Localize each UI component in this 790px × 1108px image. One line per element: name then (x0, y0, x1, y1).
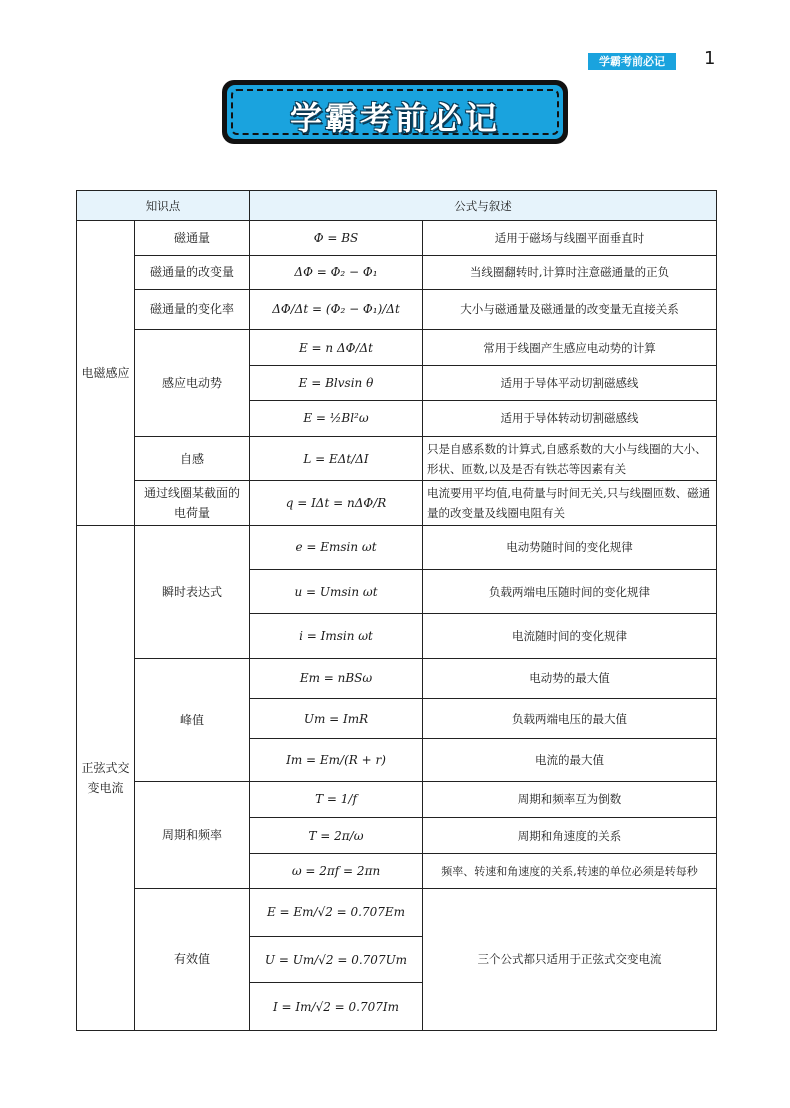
page-number: 1 (704, 48, 716, 69)
description-cell: 周期和角速度的关系 (423, 818, 717, 854)
category-cell: 感应电动势 (135, 330, 250, 437)
group-em-induction: 电磁感应 (77, 221, 135, 525)
formula-cell: T = 1/f (250, 781, 423, 817)
formula-cell: U = Um/√2 = 0.707Um (250, 937, 423, 983)
description-cell: 适用于导体平动切割磁感线 (423, 366, 717, 400)
category-cell: 有效值 (135, 888, 250, 1030)
formula-cell: ΔΦ/Δt = (Φ₂ − Φ₁)/Δt (250, 289, 423, 329)
formula-cell: Im = Em/(R + r) (250, 739, 423, 781)
description-cell: 只是自感系数的计算式,自感系数的大小与线圈的大小、形状、匝数,以及是否有铁芯等因素有关 (423, 437, 717, 481)
category-cell: 峰值 (135, 658, 250, 781)
section-tag: 学霸考前必记 (588, 53, 676, 70)
page-title: 学霸考前必记 (289, 99, 500, 137)
description-cell: 常用于线圈产生感应电动势的计算 (423, 330, 717, 366)
formula-cell: E = ½Bl²ω (250, 400, 423, 436)
description-cell: 负载两端电压随时间的变化规律 (423, 570, 717, 614)
description-cell: 电动势的最大值 (423, 658, 717, 698)
category-cell: 磁通量 (135, 221, 250, 255)
formula-table (76, 190, 717, 1031)
formula-cell: L = EΔt/ΔI (250, 437, 423, 481)
formula-cell: i = Imsin ωt (250, 614, 423, 658)
description-cell: 电流随时间的变化规律 (423, 614, 717, 658)
group-ac-current: 正弦式交变电流 (77, 525, 135, 1030)
formula-cell: ω = 2πf = 2πn (250, 854, 423, 888)
category-cell: 自感 (135, 437, 250, 481)
formula-cell: E = Blvsin θ (250, 366, 423, 400)
description-cell: 三个公式都只适用于正弦式交变电流 (423, 888, 717, 1030)
header-formula-desc: 公式与叙述 (250, 191, 717, 221)
category-cell: 瞬时表达式 (135, 525, 250, 658)
description-cell: 适用于导体转动切割磁感线 (423, 400, 717, 436)
header-knowledge: 知识点 (77, 191, 250, 221)
description-cell: 电流的最大值 (423, 739, 717, 781)
description-cell: 周期和频率互为倒数 (423, 781, 717, 817)
description-cell: 大小与磁通量及磁通量的改变量无直接关系 (423, 289, 717, 329)
description-cell: 电动势随时间的变化规律 (423, 525, 717, 569)
formula-cell: Em = nBSω (250, 658, 423, 698)
description-cell: 当线圈翻转时,计算时注意磁通量的正负 (423, 255, 717, 289)
category-cell: 周期和频率 (135, 781, 250, 888)
description-cell: 负载两端电压的最大值 (423, 699, 717, 739)
formula-cell: e = Emsin ωt (250, 525, 423, 569)
description-cell: 频率、转速和角速度的关系,转速的单位必须是转每秒 (423, 854, 717, 888)
formula-cell: u = Umsin ωt (250, 570, 423, 614)
formula-cell: E = n ΔΦ/Δt (250, 330, 423, 366)
formula-cell: Φ = BS (250, 221, 423, 255)
category-cell: 通过线圈某截面的电荷量 (135, 481, 250, 525)
formula-cell: Um = ImR (250, 699, 423, 739)
category-cell: 磁通量的改变量 (135, 255, 250, 289)
description-cell: 适用于磁场与线圈平面垂直时 (423, 221, 717, 255)
title-banner (222, 80, 568, 144)
formula-cell: T = 2π/ω (250, 818, 423, 854)
category-cell: 磁通量的变化率 (135, 289, 250, 329)
formula-cell: E = Em/√2 = 0.707Em (250, 888, 423, 936)
formula-cell: ΔΦ = Φ₂ − Φ₁ (250, 255, 423, 289)
formula-cell: q = IΔt = nΔΦ/R (250, 481, 423, 525)
formula-cell: I = Im/√2 = 0.707Im (250, 983, 423, 1031)
description-cell: 电流要用平均值,电荷量与时间无关,只与线圈匝数、磁通量的改变量及线圈电阻有关 (423, 481, 717, 525)
